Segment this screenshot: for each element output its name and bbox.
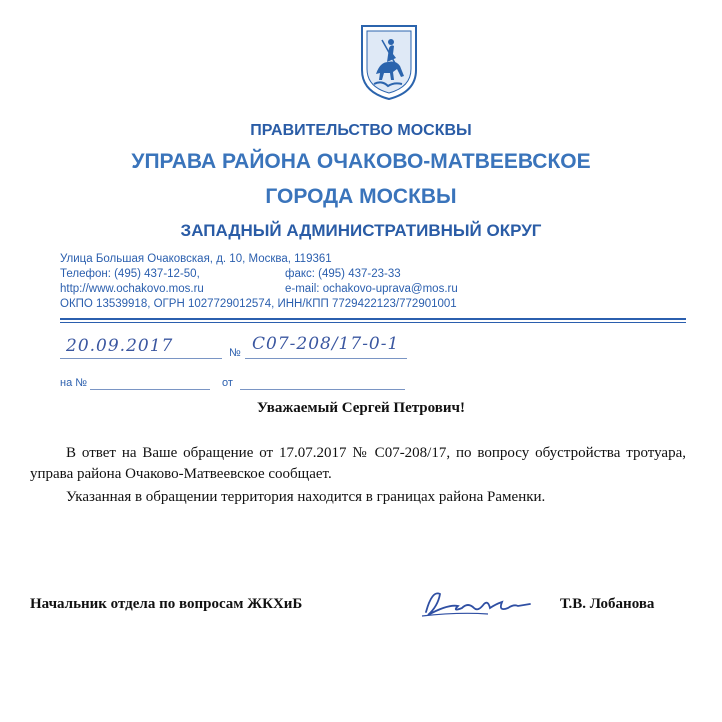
reply-to-label: на № — [60, 377, 88, 389]
address-text: Улица Большая Очаковская, д. 10, Москва, 119361 — [60, 253, 332, 265]
body-paragraph-1: В ответ на Ваше обращение от 17.07.2017 № С07-208/17, по вопросу обустройства тротуара, управа района Очаково-Матвеевское сообщает. — [30, 445, 686, 482]
reply-date-line — [240, 389, 405, 390]
number-label: № — [229, 347, 241, 359]
header-rule-thin — [60, 322, 686, 323]
reply-number-line — [90, 389, 210, 390]
signatory-position: Начальник отдела по вопросам ЖКХиБ — [30, 596, 303, 612]
okrug-title: ЗАПАДНЫЙ АДМИНИСТРАТИВНЫЙ ОКРУГ — [180, 221, 542, 240]
greeting: Уважаемый Сергей Петрович! — [257, 400, 465, 416]
registration-date-handwritten: 20.09.2017 — [66, 336, 174, 356]
moscow-coat-of-arms-icon — [358, 22, 420, 102]
uprava-title: УПРАВА РАЙОНА ОЧАКОВО-МАТВЕЕВСКОЕ — [131, 150, 591, 173]
phone-text: Телефон: (495) 437-12-50, — [60, 268, 200, 280]
email-link[interactable]: e-mail: ochakovo-uprava@mos.ru — [285, 283, 458, 295]
header-rule-thick — [60, 318, 686, 320]
number-line — [245, 358, 407, 359]
body-paragraph-2: Указанная в обращении территория находится в границах района Раменки. — [66, 489, 546, 505]
date-line — [60, 358, 222, 359]
government-title: ПРАВИТЕЛЬСТВО МОСКВЫ — [250, 122, 472, 139]
fax-text: факс: (495) 437-23-33 — [285, 268, 401, 280]
handwritten-signature — [418, 582, 536, 627]
city-title: ГОРОДА МОСКВЫ — [265, 185, 457, 208]
registration-number-handwritten: С07-208/17-0-1 — [252, 334, 400, 354]
signatory-name: Т.В. Лобанова — [560, 596, 655, 612]
codes-text: ОКПО 13539918, ОГРН 1027729012574, ИНН/КПП 7729422123/772901001 — [60, 298, 457, 310]
from-label: от — [222, 377, 233, 389]
website-link[interactable]: http://www.ochakovo.mos.ru — [60, 283, 204, 295]
